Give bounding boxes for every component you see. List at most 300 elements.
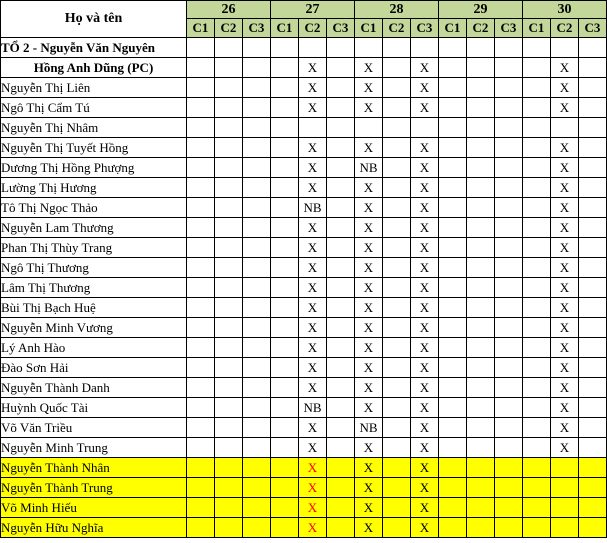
mark-cell[interactable] (495, 78, 523, 98)
mark-cell[interactable] (383, 498, 411, 518)
name-cell[interactable]: Nguyễn Thành Trung (1, 478, 187, 498)
mark-cell[interactable] (579, 358, 607, 378)
name-cell[interactable]: Ngô Thị Thương (1, 258, 187, 278)
mark-cell[interactable] (439, 158, 467, 178)
mark-cell[interactable] (551, 518, 579, 538)
mark-cell[interactable] (495, 158, 523, 178)
mark-cell[interactable] (411, 38, 439, 58)
mark-cell[interactable] (467, 398, 495, 418)
mark-cell[interactable] (495, 58, 523, 78)
mark-cell[interactable]: X (355, 338, 383, 358)
mark-cell[interactable]: X (355, 258, 383, 278)
mark-cell[interactable]: X (411, 518, 439, 538)
mark-cell[interactable] (271, 318, 299, 338)
mark-cell[interactable] (243, 438, 271, 458)
mark-cell[interactable] (411, 118, 439, 138)
mark-cell[interactable] (439, 378, 467, 398)
header-slot-cell[interactable]: C1 (271, 19, 299, 38)
header-day-cell[interactable]: 29 (439, 1, 523, 19)
mark-cell[interactable]: X (551, 418, 579, 438)
mark-cell[interactable] (327, 518, 355, 538)
mark-cell[interactable]: X (411, 198, 439, 218)
mark-cell[interactable]: X (551, 178, 579, 198)
header-day-cell[interactable]: 27 (271, 1, 355, 19)
mark-cell[interactable] (523, 278, 551, 298)
mark-cell[interactable] (579, 398, 607, 418)
header-day-cell[interactable]: 28 (355, 1, 439, 19)
mark-cell[interactable] (579, 138, 607, 158)
mark-cell[interactable] (187, 38, 215, 58)
mark-cell[interactable]: X (299, 258, 327, 278)
mark-cell[interactable] (439, 58, 467, 78)
mark-cell[interactable] (467, 198, 495, 218)
mark-cell[interactable] (383, 58, 411, 78)
mark-cell[interactable]: X (299, 58, 327, 78)
mark-cell[interactable] (439, 518, 467, 538)
mark-cell[interactable] (579, 78, 607, 98)
mark-cell[interactable] (383, 458, 411, 478)
mark-cell[interactable] (383, 298, 411, 318)
mark-cell[interactable] (187, 458, 215, 478)
mark-cell[interactable] (299, 38, 327, 58)
mark-cell[interactable]: X (411, 438, 439, 458)
mark-cell[interactable] (271, 298, 299, 318)
mark-cell[interactable] (215, 278, 243, 298)
mark-cell[interactable]: X (551, 318, 579, 338)
header-slot-cell[interactable]: C3 (243, 19, 271, 38)
mark-cell[interactable] (467, 478, 495, 498)
mark-cell[interactable] (523, 258, 551, 278)
mark-cell[interactable]: X (299, 338, 327, 358)
mark-cell[interactable] (523, 318, 551, 338)
mark-cell[interactable] (215, 158, 243, 178)
mark-cell[interactable]: X (551, 198, 579, 218)
mark-cell[interactable]: X (551, 398, 579, 418)
mark-cell[interactable] (523, 58, 551, 78)
mark-cell[interactable] (439, 458, 467, 478)
mark-cell[interactable] (327, 58, 355, 78)
mark-cell[interactable] (439, 218, 467, 238)
mark-cell[interactable] (495, 438, 523, 458)
mark-cell[interactable] (383, 258, 411, 278)
mark-cell[interactable] (523, 358, 551, 378)
mark-cell[interactable] (523, 498, 551, 518)
mark-cell[interactable] (271, 38, 299, 58)
mark-cell[interactable] (579, 518, 607, 538)
mark-cell[interactable] (439, 398, 467, 418)
name-cell[interactable]: Nguyễn Lam Thương (1, 218, 187, 238)
mark-cell[interactable] (579, 278, 607, 298)
mark-cell[interactable] (439, 258, 467, 278)
mark-cell[interactable]: X (355, 318, 383, 338)
mark-cell[interactable] (215, 98, 243, 118)
mark-cell[interactable] (327, 38, 355, 58)
header-slot-cell[interactable]: C2 (551, 19, 579, 38)
mark-cell[interactable] (439, 418, 467, 438)
name-cell[interactable]: Võ Minh Hiếu (1, 498, 187, 518)
header-slot-cell[interactable]: C3 (579, 19, 607, 38)
mark-cell[interactable]: X (411, 478, 439, 498)
mark-cell[interactable] (523, 478, 551, 498)
mark-cell[interactable] (243, 218, 271, 238)
mark-cell[interactable] (243, 278, 271, 298)
mark-cell[interactable] (579, 38, 607, 58)
mark-cell[interactable] (271, 398, 299, 418)
mark-cell[interactable] (271, 338, 299, 358)
mark-cell[interactable]: X (411, 78, 439, 98)
mark-cell[interactable] (383, 438, 411, 458)
mark-cell[interactable] (215, 238, 243, 258)
mark-cell[interactable] (467, 378, 495, 398)
mark-cell[interactable] (523, 38, 551, 58)
mark-cell[interactable]: X (299, 318, 327, 338)
mark-cell[interactable]: X (355, 98, 383, 118)
mark-cell[interactable] (495, 398, 523, 418)
mark-cell[interactable]: X (411, 258, 439, 278)
mark-cell[interactable] (271, 438, 299, 458)
name-cell[interactable]: Nguyễn Minh Vương (1, 318, 187, 338)
mark-cell[interactable]: X (411, 138, 439, 158)
mark-cell[interactable] (327, 138, 355, 158)
mark-cell[interactable] (215, 58, 243, 78)
mark-cell[interactable]: X (299, 518, 327, 538)
mark-cell[interactable] (383, 78, 411, 98)
mark-cell[interactable] (467, 158, 495, 178)
mark-cell[interactable] (495, 358, 523, 378)
mark-cell[interactable]: X (411, 338, 439, 358)
mark-cell[interactable] (579, 158, 607, 178)
mark-cell[interactable] (439, 98, 467, 118)
mark-cell[interactable] (271, 378, 299, 398)
mark-cell[interactable]: X (551, 378, 579, 398)
mark-cell[interactable]: X (411, 98, 439, 118)
mark-cell[interactable] (215, 378, 243, 398)
mark-cell[interactable] (327, 238, 355, 258)
header-slot-cell[interactable]: C1 (523, 19, 551, 38)
mark-cell[interactable] (579, 198, 607, 218)
mark-cell[interactable] (495, 518, 523, 538)
mark-cell[interactable] (383, 478, 411, 498)
mark-cell[interactable]: X (355, 238, 383, 258)
mark-cell[interactable] (327, 338, 355, 358)
name-cell[interactable]: Nguyễn Thị Nhâm (1, 118, 187, 138)
mark-cell[interactable]: X (299, 78, 327, 98)
mark-cell[interactable]: X (551, 298, 579, 318)
mark-cell[interactable] (271, 58, 299, 78)
mark-cell[interactable]: NB (299, 198, 327, 218)
mark-cell[interactable] (215, 458, 243, 478)
name-cell[interactable]: Hồng Anh Dũng (PC) (1, 58, 187, 78)
mark-cell[interactable]: X (355, 458, 383, 478)
header-day-cell[interactable]: 26 (187, 1, 271, 19)
mark-cell[interactable] (243, 398, 271, 418)
mark-cell[interactable]: X (411, 458, 439, 478)
mark-cell[interactable] (467, 498, 495, 518)
mark-cell[interactable] (327, 158, 355, 178)
mark-cell[interactable] (215, 478, 243, 498)
mark-cell[interactable] (495, 418, 523, 438)
mark-cell[interactable] (579, 338, 607, 358)
mark-cell[interactable] (215, 258, 243, 278)
mark-cell[interactable] (271, 518, 299, 538)
mark-cell[interactable] (523, 118, 551, 138)
name-cell[interactable]: Nguyễn Thành Danh (1, 378, 187, 398)
name-cell[interactable]: Đào Sơn Hải (1, 358, 187, 378)
mark-cell[interactable] (523, 138, 551, 158)
mark-cell[interactable] (383, 238, 411, 258)
mark-cell[interactable] (523, 518, 551, 538)
mark-cell[interactable] (327, 98, 355, 118)
mark-cell[interactable] (243, 338, 271, 358)
mark-cell[interactable]: X (355, 198, 383, 218)
name-cell[interactable]: Lý Anh Hào (1, 338, 187, 358)
mark-cell[interactable] (187, 498, 215, 518)
mark-cell[interactable]: X (551, 218, 579, 238)
mark-cell[interactable] (579, 318, 607, 338)
mark-cell[interactable]: X (355, 358, 383, 378)
name-cell[interactable]: TỔ 2 - Nguyễn Văn Nguyên (1, 38, 187, 58)
mark-cell[interactable] (243, 358, 271, 378)
mark-cell[interactable] (467, 178, 495, 198)
mark-cell[interactable] (187, 198, 215, 218)
mark-cell[interactable]: X (299, 238, 327, 258)
mark-cell[interactable] (383, 358, 411, 378)
mark-cell[interactable] (439, 498, 467, 518)
name-cell[interactable]: Tô Thị Ngọc Thảo (1, 198, 187, 218)
mark-cell[interactable] (187, 258, 215, 278)
mark-cell[interactable]: X (299, 298, 327, 318)
mark-cell[interactable] (215, 358, 243, 378)
mark-cell[interactable] (327, 438, 355, 458)
mark-cell[interactable] (271, 498, 299, 518)
mark-cell[interactable]: NB (355, 158, 383, 178)
mark-cell[interactable] (327, 318, 355, 338)
mark-cell[interactable]: X (355, 78, 383, 98)
mark-cell[interactable] (439, 178, 467, 198)
mark-cell[interactable] (551, 38, 579, 58)
mark-cell[interactable] (327, 78, 355, 98)
mark-cell[interactable] (579, 58, 607, 78)
mark-cell[interactable] (187, 438, 215, 458)
mark-cell[interactable]: NB (299, 398, 327, 418)
mark-cell[interactable] (243, 78, 271, 98)
mark-cell[interactable] (551, 458, 579, 478)
mark-cell[interactable] (439, 38, 467, 58)
mark-cell[interactable] (495, 178, 523, 198)
mark-cell[interactable] (439, 278, 467, 298)
mark-cell[interactable] (243, 418, 271, 438)
mark-cell[interactable] (243, 158, 271, 178)
mark-cell[interactable]: X (551, 138, 579, 158)
mark-cell[interactable] (467, 418, 495, 438)
mark-cell[interactable] (271, 98, 299, 118)
mark-cell[interactable] (243, 518, 271, 538)
mark-cell[interactable] (495, 218, 523, 238)
mark-cell[interactable] (467, 298, 495, 318)
mark-cell[interactable]: X (411, 278, 439, 298)
mark-cell[interactable] (495, 478, 523, 498)
mark-cell[interactable] (215, 418, 243, 438)
mark-cell[interactable] (523, 158, 551, 178)
mark-cell[interactable] (271, 78, 299, 98)
mark-cell[interactable] (523, 378, 551, 398)
mark-cell[interactable]: X (355, 498, 383, 518)
mark-cell[interactable] (523, 98, 551, 118)
mark-cell[interactable] (439, 238, 467, 258)
mark-cell[interactable] (495, 138, 523, 158)
mark-cell[interactable] (579, 418, 607, 438)
mark-cell[interactable] (271, 158, 299, 178)
mark-cell[interactable]: X (411, 298, 439, 318)
mark-cell[interactable] (383, 318, 411, 338)
mark-cell[interactable] (215, 318, 243, 338)
mark-cell[interactable]: X (299, 218, 327, 238)
mark-cell[interactable] (523, 198, 551, 218)
mark-cell[interactable] (579, 218, 607, 238)
mark-cell[interactable]: X (355, 518, 383, 538)
mark-cell[interactable]: X (551, 338, 579, 358)
mark-cell[interactable] (467, 58, 495, 78)
mark-cell[interactable] (187, 518, 215, 538)
mark-cell[interactable] (383, 138, 411, 158)
mark-cell[interactable] (523, 238, 551, 258)
mark-cell[interactable]: X (355, 438, 383, 458)
mark-cell[interactable] (243, 298, 271, 318)
mark-cell[interactable] (551, 478, 579, 498)
name-cell[interactable]: Phan Thị Thùy Trang (1, 238, 187, 258)
mark-cell[interactable] (383, 178, 411, 198)
mark-cell[interactable] (271, 278, 299, 298)
header-slot-cell[interactable]: C1 (187, 19, 215, 38)
mark-cell[interactable] (271, 138, 299, 158)
mark-cell[interactable] (383, 198, 411, 218)
mark-cell[interactable] (327, 478, 355, 498)
mark-cell[interactable] (523, 458, 551, 478)
mark-cell[interactable] (243, 318, 271, 338)
mark-cell[interactable] (523, 438, 551, 458)
mark-cell[interactable] (187, 118, 215, 138)
mark-cell[interactable] (187, 178, 215, 198)
mark-cell[interactable] (579, 458, 607, 478)
mark-cell[interactable]: X (355, 218, 383, 238)
mark-cell[interactable] (215, 518, 243, 538)
mark-cell[interactable] (579, 238, 607, 258)
mark-cell[interactable]: X (411, 178, 439, 198)
mark-cell[interactable] (271, 178, 299, 198)
mark-cell[interactable] (439, 298, 467, 318)
mark-cell[interactable] (327, 218, 355, 238)
mark-cell[interactable] (467, 78, 495, 98)
name-cell[interactable]: Nguyễn Hữu Nghĩa (1, 518, 187, 538)
mark-cell[interactable] (579, 378, 607, 398)
mark-cell[interactable] (215, 438, 243, 458)
mark-cell[interactable]: X (299, 358, 327, 378)
mark-cell[interactable] (215, 38, 243, 58)
mark-cell[interactable] (579, 118, 607, 138)
mark-cell[interactable] (187, 158, 215, 178)
mark-cell[interactable]: X (299, 498, 327, 518)
mark-cell[interactable] (467, 98, 495, 118)
mark-cell[interactable] (327, 418, 355, 438)
mark-cell[interactable]: X (411, 58, 439, 78)
mark-cell[interactable] (243, 238, 271, 258)
mark-cell[interactable]: X (299, 178, 327, 198)
mark-cell[interactable] (243, 378, 271, 398)
mark-cell[interactable] (383, 218, 411, 238)
header-slot-cell[interactable]: C1 (355, 19, 383, 38)
mark-cell[interactable] (243, 478, 271, 498)
mark-cell[interactable] (439, 118, 467, 138)
name-cell[interactable]: Nguyễn Thị Liên (1, 78, 187, 98)
name-cell[interactable]: Nguyễn Thị Tuyết Hồng (1, 138, 187, 158)
mark-cell[interactable] (383, 338, 411, 358)
mark-cell[interactable]: X (551, 238, 579, 258)
mark-cell[interactable] (523, 178, 551, 198)
mark-cell[interactable]: X (551, 278, 579, 298)
mark-cell[interactable] (187, 238, 215, 258)
mark-cell[interactable]: X (411, 238, 439, 258)
mark-cell[interactable] (495, 318, 523, 338)
mark-cell[interactable] (467, 138, 495, 158)
mark-cell[interactable] (551, 498, 579, 518)
mark-cell[interactable] (187, 298, 215, 318)
mark-cell[interactable]: X (299, 478, 327, 498)
mark-cell[interactable] (327, 498, 355, 518)
mark-cell[interactable]: X (551, 358, 579, 378)
mark-cell[interactable]: X (355, 138, 383, 158)
name-cell[interactable]: Lâm Thị Thương (1, 278, 187, 298)
mark-cell[interactable]: X (355, 478, 383, 498)
mark-cell[interactable] (271, 238, 299, 258)
mark-cell[interactable] (327, 278, 355, 298)
mark-cell[interactable] (271, 258, 299, 278)
mark-cell[interactable] (523, 298, 551, 318)
mark-cell[interactable] (523, 338, 551, 358)
header-slot-cell[interactable]: C3 (411, 19, 439, 38)
mark-cell[interactable] (215, 118, 243, 138)
mark-cell[interactable] (467, 278, 495, 298)
header-day-cell[interactable]: 30 (523, 1, 607, 19)
header-slot-cell[interactable]: C3 (495, 19, 523, 38)
mark-cell[interactable] (495, 458, 523, 478)
mark-cell[interactable] (327, 178, 355, 198)
mark-cell[interactable] (243, 38, 271, 58)
mark-cell[interactable] (187, 58, 215, 78)
mark-cell[interactable]: X (551, 58, 579, 78)
mark-cell[interactable] (187, 278, 215, 298)
mark-cell[interactable] (187, 358, 215, 378)
name-cell[interactable]: Huỳnh Quốc Tài (1, 398, 187, 418)
mark-cell[interactable]: X (411, 418, 439, 438)
mark-cell[interactable] (467, 318, 495, 338)
mark-cell[interactable]: X (411, 218, 439, 238)
mark-cell[interactable] (187, 338, 215, 358)
mark-cell[interactable]: NB (355, 418, 383, 438)
mark-cell[interactable] (467, 458, 495, 478)
header-slot-cell[interactable]: C2 (383, 19, 411, 38)
mark-cell[interactable] (439, 138, 467, 158)
mark-cell[interactable] (187, 378, 215, 398)
mark-cell[interactable] (243, 138, 271, 158)
mark-cell[interactable] (243, 118, 271, 138)
mark-cell[interactable] (495, 38, 523, 58)
mark-cell[interactable]: X (551, 258, 579, 278)
mark-cell[interactable] (215, 198, 243, 218)
mark-cell[interactable]: X (411, 398, 439, 418)
mark-cell[interactable] (243, 98, 271, 118)
name-cell[interactable]: Võ Văn Triều (1, 418, 187, 438)
mark-cell[interactable] (467, 258, 495, 278)
